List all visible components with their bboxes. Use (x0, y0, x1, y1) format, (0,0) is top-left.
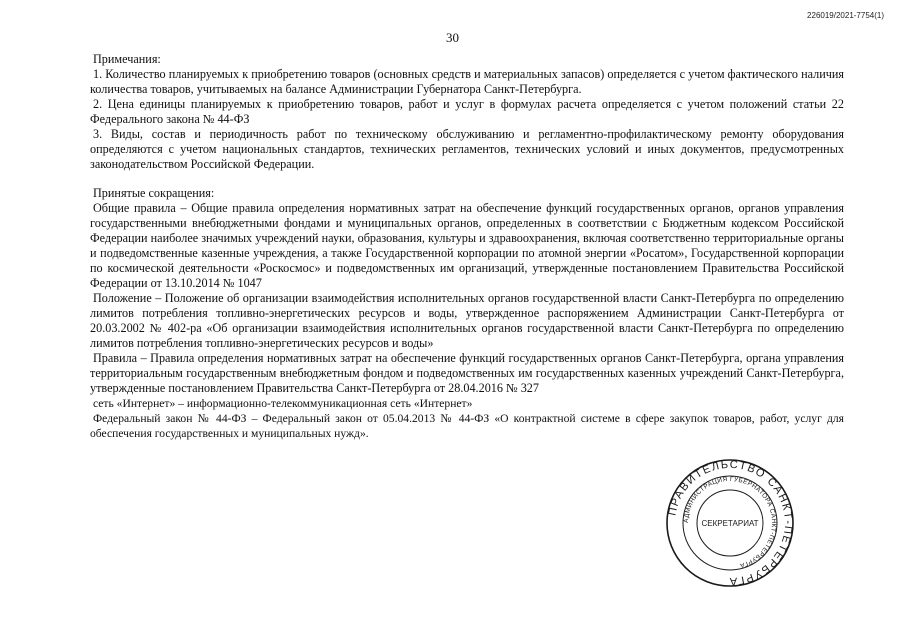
abbreviation-item: Правила – Правила определения нормативных затрат на обеспечение функций государственных органов Санкт-Петербурга, органа управления территориальным государственным внебюджетным фондом и подведомственных им государственных казенных учреждений Санкт-Петербурга, утвержденные постановлением Правительства Санкт-Петербурга от 28.04.2016 № 327 (90, 351, 844, 395)
document-id: 226019/2021-7754(1) (807, 11, 884, 20)
note-item: 2. Цена единицы планируемых к приобретению товаров, работ и услуг в формулах расчета определяется с учетом положений статьи 22 Федерального закона № 44-ФЗ (90, 97, 844, 126)
note-item: 1. Количество планируемых к приобретению товаров (основных средств и материальных запасов) определяется с учетом фактического наличия количества товаров, учитываемых на балансе Администрации Губернатора Санкт-Петербурга. (90, 67, 844, 96)
note-item: 3. Виды, состав и периодичность работ по техническому обслуживанию и регламентно-профилактическому ремонту оборудования определяются с учетом национальных стандартов, технических регламентов, технических условий и иных документов, предусмотренных законодательством Российской Федерации. (90, 127, 844, 171)
notes-heading: Примечания: (93, 52, 161, 66)
seal-outer-text: ПРАВИТЕЛЬСТВО САНКТ-ПЕТЕРБУРГА (666, 458, 795, 588)
notes-section (90, 52, 844, 172)
abbreviation-item: Общие правила – Общие правила определения нормативных затрат на обеспечение функций государственных органов, органов управления государственными внебюджетными фондами и муниципальных органов, определенных в соответствии с Бюджетным кодексом Российской Федерации наиболее значимых учреждений науки, образования, культуры и здравоохранения, включая соответственно территориальные органы и подведомственные казенные учреждения, а также Государственной корпорации по атомной энергии «Росатом», Государственной корпорации по космической деятельности «Роскосмос» и подведомственных им организаций, утвержденные постановлением Правительства Российской Федерации от 13.10.2014 № 1047 (90, 201, 844, 290)
official-seal (665, 458, 795, 588)
abbreviations-section (90, 186, 844, 441)
abbreviations-heading: Принятые сокращения: (93, 186, 215, 200)
abbreviation-item: Федеральный закон № 44-ФЗ – Федеральный закон от 05.04.2013 № 44-ФЗ «О контрактной системе в сфере закупок товаров, работ, услуг для обеспечения государственных и муниципальных нужд». (90, 412, 844, 440)
seal-center-text: СЕКРЕТАРИАТ (701, 519, 759, 528)
abbreviation-item: сеть «Интернет» – информационно-телекоммуникационная сеть «Интернет» (93, 397, 473, 410)
abbreviation-item: Положение – Положение об организации взаимодействия исполнительных органов государственной власти Санкт-Петербурга по определению лимитов потребления топливно-энергетических ресурсов и воды, утвержденное распоряжением Администрации Санкт-Петербурга от 20.03.2002 № 402-ра «Об организации взаимодействия исполнительных органов государственной власти Санкт-Петербурга по определению лимитов потребления топливно-энергетических ресурсов и воды» (90, 291, 844, 350)
page-number: 30 (446, 30, 459, 45)
seal-inner-text: АДМИНИСТРАЦИЯ ГУБЕРНАТОРА САНКТ-ПЕТЕРБУРГА (682, 475, 778, 569)
